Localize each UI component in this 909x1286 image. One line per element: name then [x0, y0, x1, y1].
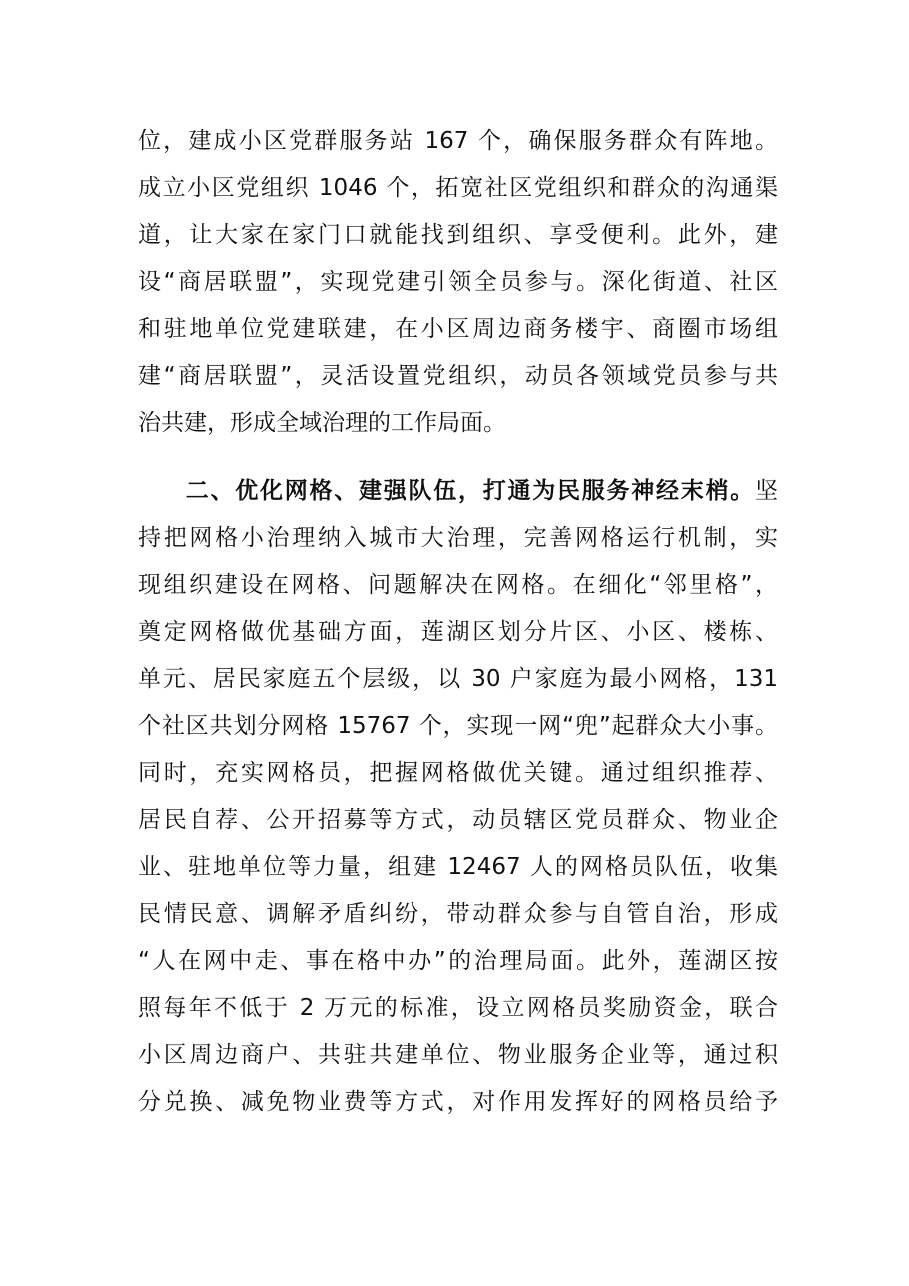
paragraph-line: 单元、居民家庭五个层级，以 30 户家庭为最小网格，131	[138, 666, 778, 692]
paragraph-line: 道，让大家在家门口就能找到组织、享受便利。此外，建	[138, 222, 778, 248]
paragraph-line: 现组织建设在网格、问题解决在网格。在细化“邻里格”，	[138, 572, 778, 598]
paragraph-1	[138, 118, 778, 447]
paragraph-line: 设“商居联盟”，实现党建引领全员参与。深化街道、社区	[138, 269, 778, 295]
section-heading: 二、优化网格、建强队伍，打通为民服务神经末梢。	[184, 478, 755, 504]
paragraph-line: 个社区共划分网格 15767 个，实现一网“兜”起群众大小事。	[138, 713, 778, 739]
section-heading-line	[138, 468, 778, 515]
paragraph-line: 分兑换、减免物业费等方式，对作用发挥好的网格员给予	[138, 1089, 778, 1115]
paragraph-line: 建“商居联盟”，灵活设置党组织，动员各领域党员参与共	[138, 363, 778, 389]
paragraph-line: 奠定网格做优基础方面，莲湖区划分片区、小区、楼栋、	[138, 619, 778, 645]
paragraph-2	[138, 468, 778, 1126]
paragraph-line: 民情民意、调解矛盾纠纷，带动群众参与自管自治，形成	[138, 901, 778, 927]
paragraph-line: 同时，充实网格员，把握网格做优关键。通过组织推荐、	[138, 760, 778, 786]
paragraph-line: 治共建，形成全域治理的工作局面。	[138, 410, 506, 436]
paragraph-line: 小区周边商户、共驻共建单位、物业服务企业等，通过积	[138, 1042, 778, 1068]
paragraph-line: 成立小区党组织 1046 个，拓宽社区党组织和群众的沟通渠	[138, 175, 778, 201]
paragraph-line: 业、驻地单位等力量，组建 12467 人的网格员队伍，收集	[138, 854, 778, 880]
section-heading-tail: 坚	[755, 478, 778, 504]
paragraph-line: 照每年不低于 2 万元的标准，设立网格员奖励资金，联合	[138, 995, 778, 1021]
paragraph-line: 位，建成小区党群服务站 167 个，确保服务群众有阵地。	[138, 128, 778, 154]
paragraph-line: 居民自荐、公开招募等方式，动员辖区党员群众、物业企	[138, 807, 778, 833]
paragraph-line: 持把网格小治理纳入城市大治理，完善网格运行机制，实	[138, 525, 778, 551]
paragraph-line: “人在网中走、事在格中办”的治理局面。此外，莲湖区按	[138, 948, 778, 974]
paragraph-line: 和驻地单位党建联建，在小区周边商务楼宇、商圈市场组	[138, 316, 778, 342]
